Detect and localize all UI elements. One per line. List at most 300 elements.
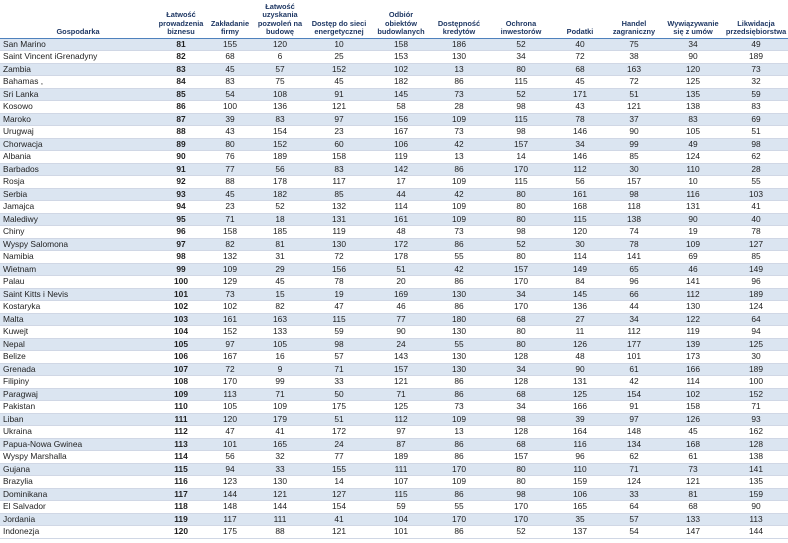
value-cell: 119 bbox=[662, 326, 724, 339]
table-row bbox=[0, 151, 788, 164]
value-cell: 125 bbox=[372, 401, 430, 414]
value-cell: 34 bbox=[606, 313, 662, 326]
value-cell: 25 bbox=[306, 51, 372, 64]
value-cell: 105 bbox=[206, 401, 254, 414]
value-cell: 130 bbox=[430, 363, 488, 376]
value-cell: 125 bbox=[554, 388, 606, 401]
value-cell: 98 bbox=[488, 126, 554, 139]
value-cell: 109 bbox=[430, 176, 488, 189]
value-cell: 68 bbox=[206, 51, 254, 64]
value-cell: 48 bbox=[554, 351, 606, 364]
rank-cell: 91 bbox=[156, 163, 206, 176]
country-cell: Jamajca bbox=[0, 201, 156, 214]
value-cell: 91 bbox=[606, 401, 662, 414]
rank-cell: 114 bbox=[156, 451, 206, 464]
column-header-10: Wywiązywanie się z umów bbox=[662, 0, 724, 38]
value-cell: 34 bbox=[488, 288, 554, 301]
value-cell: 49 bbox=[724, 38, 788, 51]
value-cell: 106 bbox=[372, 138, 430, 151]
value-cell: 80 bbox=[488, 326, 554, 339]
value-cell: 40 bbox=[554, 38, 606, 51]
rank-cell: 90 bbox=[156, 151, 206, 164]
country-cell: Chorwacja bbox=[0, 138, 156, 151]
value-cell: 112 bbox=[606, 326, 662, 339]
value-cell: 132 bbox=[306, 201, 372, 214]
value-cell: 144 bbox=[254, 501, 306, 514]
value-cell: 121 bbox=[372, 376, 430, 389]
value-cell: 39 bbox=[206, 113, 254, 126]
value-cell: 90 bbox=[554, 363, 606, 376]
country-cell: Urugwaj bbox=[0, 126, 156, 139]
value-cell: 82 bbox=[206, 238, 254, 251]
value-cell: 80 bbox=[488, 463, 554, 476]
value-cell: 111 bbox=[254, 513, 306, 526]
value-cell: 128 bbox=[488, 426, 554, 439]
table-row bbox=[0, 63, 788, 76]
value-cell: 50 bbox=[306, 388, 372, 401]
value-cell: 112 bbox=[662, 288, 724, 301]
value-cell: 146 bbox=[554, 151, 606, 164]
value-cell: 86 bbox=[430, 163, 488, 176]
value-cell: 149 bbox=[554, 263, 606, 276]
value-cell: 135 bbox=[724, 476, 788, 489]
value-cell: 52 bbox=[254, 201, 306, 214]
value-cell: 112 bbox=[372, 413, 430, 426]
column-header-2: Zakładanie firmy bbox=[206, 0, 254, 38]
value-cell: 51 bbox=[724, 126, 788, 139]
value-cell: 68 bbox=[488, 388, 554, 401]
table-row bbox=[0, 351, 788, 364]
country-cell: Zambia bbox=[0, 63, 156, 76]
value-cell: 51 bbox=[606, 88, 662, 101]
value-cell: 99 bbox=[254, 376, 306, 389]
value-cell: 94 bbox=[206, 463, 254, 476]
value-cell: 154 bbox=[606, 388, 662, 401]
value-cell: 109 bbox=[430, 476, 488, 489]
value-cell: 154 bbox=[254, 126, 306, 139]
value-cell: 159 bbox=[554, 476, 606, 489]
value-cell: 116 bbox=[554, 438, 606, 451]
value-cell: 130 bbox=[306, 238, 372, 251]
value-cell: 100 bbox=[724, 376, 788, 389]
table-row bbox=[0, 276, 788, 289]
value-cell: 16 bbox=[254, 351, 306, 364]
value-cell: 34 bbox=[488, 363, 554, 376]
table-row bbox=[0, 338, 788, 351]
value-cell: 115 bbox=[554, 213, 606, 226]
value-cell: 130 bbox=[662, 301, 724, 314]
value-cell: 121 bbox=[254, 488, 306, 501]
value-cell: 72 bbox=[606, 76, 662, 89]
value-cell: 113 bbox=[724, 513, 788, 526]
value-cell: 64 bbox=[724, 313, 788, 326]
value-cell: 109 bbox=[254, 401, 306, 414]
table-header-row bbox=[0, 0, 788, 38]
value-cell: 19 bbox=[306, 288, 372, 301]
value-cell: 46 bbox=[372, 301, 430, 314]
value-cell: 97 bbox=[606, 413, 662, 426]
value-cell: 84 bbox=[554, 276, 606, 289]
value-cell: 72 bbox=[206, 363, 254, 376]
table-row bbox=[0, 163, 788, 176]
table-row bbox=[0, 238, 788, 251]
table-row bbox=[0, 513, 788, 526]
rank-cell: 100 bbox=[156, 276, 206, 289]
value-cell: 69 bbox=[724, 113, 788, 126]
value-cell: 177 bbox=[606, 338, 662, 351]
value-cell: 28 bbox=[430, 101, 488, 114]
value-cell: 115 bbox=[488, 113, 554, 126]
value-cell: 57 bbox=[254, 63, 306, 76]
value-cell: 42 bbox=[606, 376, 662, 389]
value-cell: 56 bbox=[554, 176, 606, 189]
value-cell: 86 bbox=[430, 238, 488, 251]
country-cell: Grenada bbox=[0, 363, 156, 376]
value-cell: 101 bbox=[606, 351, 662, 364]
value-cell: 172 bbox=[306, 426, 372, 439]
rank-cell: 106 bbox=[156, 351, 206, 364]
country-cell: Paragwaj bbox=[0, 388, 156, 401]
value-cell: 152 bbox=[724, 388, 788, 401]
value-cell: 126 bbox=[554, 338, 606, 351]
value-cell: 136 bbox=[254, 101, 306, 114]
rank-cell: 98 bbox=[156, 251, 206, 264]
value-cell: 118 bbox=[606, 201, 662, 214]
value-cell: 83 bbox=[662, 113, 724, 126]
value-cell: 144 bbox=[206, 488, 254, 501]
value-cell: 80 bbox=[488, 63, 554, 76]
value-cell: 164 bbox=[554, 426, 606, 439]
value-cell: 96 bbox=[724, 276, 788, 289]
rank-cell: 101 bbox=[156, 288, 206, 301]
value-cell: 104 bbox=[372, 513, 430, 526]
value-cell: 75 bbox=[606, 38, 662, 51]
country-cell: Jordania bbox=[0, 513, 156, 526]
value-cell: 56 bbox=[254, 163, 306, 176]
value-cell: 57 bbox=[306, 351, 372, 364]
value-cell: 115 bbox=[488, 76, 554, 89]
value-cell: 170 bbox=[206, 376, 254, 389]
value-cell: 68 bbox=[554, 63, 606, 76]
country-cell: Filipiny bbox=[0, 376, 156, 389]
column-header-3: Łatwość uzyskania pozwoleń na budowę bbox=[254, 0, 306, 38]
value-cell: 55 bbox=[430, 338, 488, 351]
value-cell: 130 bbox=[254, 476, 306, 489]
value-cell: 97 bbox=[206, 338, 254, 351]
table-row bbox=[0, 326, 788, 339]
rank-cell: 92 bbox=[156, 176, 206, 189]
value-cell: 131 bbox=[662, 201, 724, 214]
value-cell: 101 bbox=[372, 526, 430, 539]
value-cell: 34 bbox=[488, 51, 554, 64]
rank-cell: 99 bbox=[156, 263, 206, 276]
value-cell: 166 bbox=[662, 363, 724, 376]
value-cell: 30 bbox=[606, 163, 662, 176]
value-cell: 111 bbox=[372, 463, 430, 476]
value-cell: 45 bbox=[206, 188, 254, 201]
value-cell: 10 bbox=[662, 176, 724, 189]
value-cell: 86 bbox=[430, 526, 488, 539]
value-cell: 45 bbox=[554, 76, 606, 89]
table-row bbox=[0, 301, 788, 314]
value-cell: 80 bbox=[488, 251, 554, 264]
value-cell: 122 bbox=[662, 313, 724, 326]
value-cell: 73 bbox=[430, 226, 488, 239]
country-cell: Sri Lanka bbox=[0, 88, 156, 101]
value-cell: 138 bbox=[606, 213, 662, 226]
value-cell: 137 bbox=[554, 526, 606, 539]
value-cell: 69 bbox=[662, 251, 724, 264]
value-cell: 86 bbox=[430, 301, 488, 314]
value-cell: 80 bbox=[488, 213, 554, 226]
value-cell: 157 bbox=[606, 176, 662, 189]
value-cell: 77 bbox=[306, 451, 372, 464]
value-cell: 48 bbox=[372, 226, 430, 239]
value-cell: 30 bbox=[554, 238, 606, 251]
value-cell: 28 bbox=[724, 163, 788, 176]
value-cell: 123 bbox=[206, 476, 254, 489]
value-cell: 80 bbox=[488, 188, 554, 201]
value-cell: 52 bbox=[488, 238, 554, 251]
value-cell: 117 bbox=[306, 176, 372, 189]
value-cell: 86 bbox=[430, 488, 488, 501]
value-cell: 106 bbox=[554, 488, 606, 501]
value-cell: 152 bbox=[306, 63, 372, 76]
value-cell: 72 bbox=[554, 51, 606, 64]
value-cell: 101 bbox=[206, 438, 254, 451]
value-cell: 114 bbox=[554, 251, 606, 264]
value-cell: 152 bbox=[254, 138, 306, 151]
table-row bbox=[0, 251, 788, 264]
value-cell: 155 bbox=[306, 463, 372, 476]
value-cell: 186 bbox=[430, 38, 488, 51]
value-cell: 133 bbox=[662, 513, 724, 526]
value-cell: 131 bbox=[554, 376, 606, 389]
table-row bbox=[0, 126, 788, 139]
value-cell: 83 bbox=[724, 101, 788, 114]
value-cell: 43 bbox=[206, 126, 254, 139]
value-cell: 54 bbox=[206, 88, 254, 101]
value-cell: 189 bbox=[372, 451, 430, 464]
value-cell: 163 bbox=[606, 63, 662, 76]
country-cell: Malediwy bbox=[0, 213, 156, 226]
value-cell: 189 bbox=[724, 363, 788, 376]
value-cell: 52 bbox=[488, 88, 554, 101]
table-row bbox=[0, 88, 788, 101]
country-cell: Wyspy Salomona bbox=[0, 238, 156, 251]
value-cell: 130 bbox=[430, 51, 488, 64]
column-header-0: Gospodarka bbox=[0, 0, 156, 38]
value-cell: 38 bbox=[606, 51, 662, 64]
value-cell: 90 bbox=[662, 213, 724, 226]
value-cell: 168 bbox=[662, 438, 724, 451]
value-cell: 165 bbox=[254, 438, 306, 451]
value-cell: 80 bbox=[488, 476, 554, 489]
value-cell: 14 bbox=[306, 476, 372, 489]
value-cell: 156 bbox=[306, 263, 372, 276]
value-cell: 77 bbox=[206, 163, 254, 176]
rank-cell: 120 bbox=[156, 526, 206, 539]
value-cell: 40 bbox=[724, 213, 788, 226]
value-cell: 128 bbox=[488, 376, 554, 389]
table-row bbox=[0, 188, 788, 201]
value-cell: 57 bbox=[606, 513, 662, 526]
table-row bbox=[0, 426, 788, 439]
value-cell: 34 bbox=[488, 401, 554, 414]
value-cell: 90 bbox=[662, 51, 724, 64]
rank-cell: 94 bbox=[156, 201, 206, 214]
value-cell: 71 bbox=[606, 463, 662, 476]
value-cell: 51 bbox=[372, 263, 430, 276]
value-cell: 34 bbox=[662, 38, 724, 51]
value-cell: 59 bbox=[724, 88, 788, 101]
table-row bbox=[0, 201, 788, 214]
table-row bbox=[0, 38, 788, 51]
value-cell: 157 bbox=[488, 263, 554, 276]
value-cell: 171 bbox=[554, 88, 606, 101]
value-cell: 170 bbox=[430, 513, 488, 526]
value-cell: 20 bbox=[372, 276, 430, 289]
rank-cell: 113 bbox=[156, 438, 206, 451]
table-row bbox=[0, 388, 788, 401]
value-cell: 24 bbox=[306, 438, 372, 451]
rank-cell: 111 bbox=[156, 413, 206, 426]
value-cell: 24 bbox=[372, 338, 430, 351]
value-cell: 85 bbox=[606, 151, 662, 164]
value-cell: 185 bbox=[254, 226, 306, 239]
value-cell: 141 bbox=[724, 463, 788, 476]
value-cell: 110 bbox=[662, 163, 724, 176]
value-cell: 86 bbox=[430, 376, 488, 389]
value-cell: 128 bbox=[488, 351, 554, 364]
rank-cell: 81 bbox=[156, 38, 206, 51]
country-cell: Kostaryka bbox=[0, 301, 156, 314]
table-row bbox=[0, 413, 788, 426]
country-cell: Dominikana bbox=[0, 488, 156, 501]
value-cell: 167 bbox=[206, 351, 254, 364]
value-cell: 33 bbox=[606, 488, 662, 501]
value-cell: 62 bbox=[724, 151, 788, 164]
value-cell: 157 bbox=[488, 138, 554, 151]
value-cell: 82 bbox=[254, 301, 306, 314]
value-cell: 96 bbox=[554, 451, 606, 464]
value-cell: 170 bbox=[488, 163, 554, 176]
value-cell: 47 bbox=[206, 426, 254, 439]
value-cell: 189 bbox=[254, 151, 306, 164]
value-cell: 189 bbox=[724, 51, 788, 64]
value-cell: 41 bbox=[306, 513, 372, 526]
value-cell: 158 bbox=[206, 226, 254, 239]
value-cell: 18 bbox=[254, 213, 306, 226]
value-cell: 52 bbox=[488, 526, 554, 539]
country-cell: Namibia bbox=[0, 251, 156, 264]
value-cell: 121 bbox=[306, 101, 372, 114]
value-cell: 105 bbox=[662, 126, 724, 139]
value-cell: 124 bbox=[662, 151, 724, 164]
value-cell: 85 bbox=[306, 188, 372, 201]
value-cell: 162 bbox=[724, 426, 788, 439]
value-cell: 52 bbox=[488, 38, 554, 51]
value-cell: 91 bbox=[306, 88, 372, 101]
table-row bbox=[0, 438, 788, 451]
value-cell: 62 bbox=[606, 451, 662, 464]
value-cell: 80 bbox=[488, 338, 554, 351]
value-cell: 125 bbox=[662, 76, 724, 89]
value-cell: 43 bbox=[554, 101, 606, 114]
value-cell: 42 bbox=[430, 188, 488, 201]
value-cell: 49 bbox=[662, 138, 724, 151]
value-cell: 109 bbox=[430, 413, 488, 426]
value-cell: 170 bbox=[430, 463, 488, 476]
table-row bbox=[0, 401, 788, 414]
country-cell: San Marino bbox=[0, 38, 156, 51]
value-cell: 157 bbox=[372, 363, 430, 376]
value-cell: 105 bbox=[254, 338, 306, 351]
value-cell: 175 bbox=[206, 526, 254, 539]
value-cell: 78 bbox=[554, 113, 606, 126]
value-cell: 30 bbox=[724, 351, 788, 364]
value-cell: 139 bbox=[662, 338, 724, 351]
country-cell: Saint Vincent iGrenadyny bbox=[0, 51, 156, 64]
table-row bbox=[0, 501, 788, 514]
value-cell: 59 bbox=[306, 326, 372, 339]
value-cell: 135 bbox=[662, 88, 724, 101]
value-cell: 80 bbox=[488, 201, 554, 214]
value-cell: 116 bbox=[662, 188, 724, 201]
value-cell: 94 bbox=[724, 326, 788, 339]
value-cell: 39 bbox=[554, 413, 606, 426]
value-cell: 125 bbox=[724, 338, 788, 351]
country-cell: Kosowo bbox=[0, 101, 156, 114]
country-cell: Maroko bbox=[0, 113, 156, 126]
value-cell: 19 bbox=[662, 226, 724, 239]
value-cell: 141 bbox=[662, 276, 724, 289]
rank-cell: 110 bbox=[156, 401, 206, 414]
value-cell: 170 bbox=[488, 513, 554, 526]
country-cell: Ukraina bbox=[0, 426, 156, 439]
value-cell: 78 bbox=[606, 238, 662, 251]
value-cell: 23 bbox=[306, 126, 372, 139]
country-cell: Wietnam bbox=[0, 263, 156, 276]
value-cell: 143 bbox=[372, 351, 430, 364]
value-cell: 120 bbox=[554, 226, 606, 239]
country-cell: Rosja bbox=[0, 176, 156, 189]
table-row bbox=[0, 101, 788, 114]
rank-cell: 96 bbox=[156, 226, 206, 239]
rank-cell: 84 bbox=[156, 76, 206, 89]
value-cell: 32 bbox=[724, 76, 788, 89]
rank-cell: 119 bbox=[156, 513, 206, 526]
value-cell: 44 bbox=[372, 188, 430, 201]
value-cell: 83 bbox=[206, 76, 254, 89]
value-cell: 71 bbox=[372, 388, 430, 401]
value-cell: 88 bbox=[206, 176, 254, 189]
value-cell: 98 bbox=[488, 226, 554, 239]
value-cell: 17 bbox=[372, 176, 430, 189]
value-cell: 167 bbox=[372, 126, 430, 139]
column-header-8: Podatki bbox=[554, 0, 606, 38]
value-cell: 31 bbox=[254, 251, 306, 264]
value-cell: 128 bbox=[724, 438, 788, 451]
value-cell: 126 bbox=[662, 413, 724, 426]
value-cell: 124 bbox=[606, 476, 662, 489]
rank-cell: 105 bbox=[156, 338, 206, 351]
rank-cell: 103 bbox=[156, 313, 206, 326]
value-cell: 65 bbox=[606, 263, 662, 276]
table-row bbox=[0, 363, 788, 376]
value-cell: 59 bbox=[372, 501, 430, 514]
value-cell: 66 bbox=[606, 288, 662, 301]
